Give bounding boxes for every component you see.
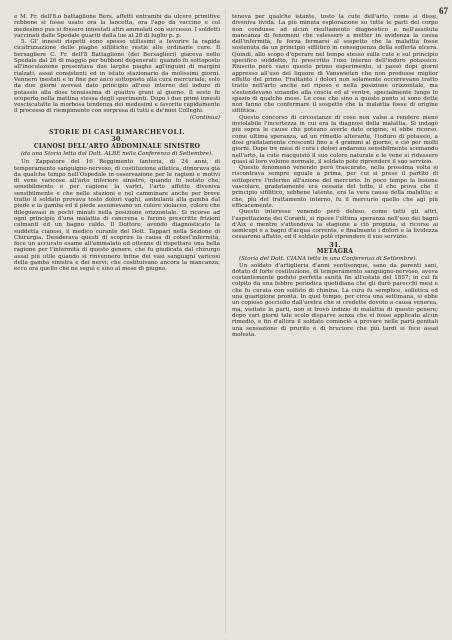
case-source: (da una Storia letta dal Dott. ALBE nella Conferenza di Settembre). (21, 150, 213, 157)
column-divider (225, 10, 226, 634)
left-paragraph: 5. Gl' innesti rispetti sono spesso utilissimi a favorire la rapida cicatrizzazione delle piaghe sifilitiche restie alle ordinarie cure. Il bersagliere C. Fr. dell'8 Battaglione (dei Bersaglieri) giaceva nello Spedale dal 26 di maggio per bubboni degenerati: quando fu sottoposto all'inoculazione presentava due larghe piaghe agl'inguini di margini rialzati, assai consistenti ed in istato stazionario da molissimi giorni. Vennero inestati e in fine per anco sottoposto alla cura mercuriale; solo da due giorni avevasi dato principio all'uso interno del ioduro di potassio alla dose tenuissima di quattro grani al giorno. Il sesto fu scoperto nella mattina stessa degli sperimenti. Dopo i due primi innesti vesciscatatte la morbosa tendenza dei medesimi e favorite rapidamente il processo di riempimento con sorpresa di tutti e de'miei Colleghi. (14, 39, 220, 115)
case-source: (Storia del Dott. CIANA letta in una Conferenza di Settembre). (239, 256, 418, 263)
case-number: 30. (111, 135, 123, 144)
right-paragraph: Questo fenomeno venendo però trascurato, nella prossima volta si riscontrava sempre uguale a prima, per cui si prese il partito di sottoporre l'infermo all'azione del mercurio. In poco tempo la lesione vascolare, gradatamente era cessata del tutto, il che prova che il principio sifilitico, sebbene latente, era la vera causa della malattia; e che, più del trattamento interno, fu il mercurio quello che agì più efficacemente. (232, 165, 438, 209)
page-number: 67 (439, 6, 448, 16)
case-title: CIANOSI DELL'ARTO ADDOMINALE SINISTRO (33, 142, 201, 150)
left-paragraph: Un Zappatore del 16 Reggimento fanteria, di 24 anni, di temperamento sanguigno-nervoso, di costituzione atletica, dimorava già da qualche tempo nell'Ospedale in osservazione per le ragioni e motivi di vene varicose all'arto inferiore sinistro, quando fu notato che, sensibilmente e per cagione la varici, l'arto affetto diveniva sensibilmente e che nelle stazioni e nel camminare anche per breve tratto il soldato provava tosto dolori vaghi, ambulanti alla gamba dal piede e la gamba ed il piede assumevano un colore violaceo, colore che dileguavasi in pochi minuti nella posizione orizzontale. Si ricorse ad ogni principio d'una malattia di cancrena e furono prescritte frizioni calmanti ed un bagno caldo. Il Dottore, avendo diagnosticato la suddetta cianosi, il medico curante del Dott. Tappari nella Sezione di Chirurgia. Desiderava questi di scoprire la causa di cotest'infermità, fece un accurato esame all'ammalato ed ottenne di rispettare una bella ragione per l'infermità di questo genere, che fu giudicata dal chirurgo assai più utile quando si rinvennero infine dei vasi sanguigni varicosi della gamba sinistra e dei nervi; che costituivano ancora la mancanza; ecco ora quello che ne seguì e sino al mese di giugno. (14, 159, 220, 273)
case-title: METAGRA (316, 247, 354, 255)
left-column (14, 14, 220, 634)
case-number: 31. (329, 240, 341, 249)
right-column (232, 14, 438, 634)
continua-note: (Continua) (189, 114, 220, 121)
section-heading: STORIE DI CASI RIMARCHEVOLI. (49, 127, 185, 137)
right-paragraph: Questo interesse venendo però deluso, come tutti gli altri, l'aspettazione dei Curanti, si ripose l'ultima speranza nell'uso dei bagni d'Aix e mentre s'attendeva la stagione a ciò propizia, si ricorse ai semicupi e a bagni d'acqua corrente, e finalmente i dolori e la lividezza cessarono affatto, ed il soldato potè riprendere il suo servizio. (232, 209, 438, 241)
right-paragraph: Questo concorso di circostanze di cose non valse a rendere meno inviolabile l'incertezza in cui era la diagnosi della malattia. Si indagò più sopra le cause che poteano averle dato origine; si ebbe ricorso, come ultima speranza, ad un rimedio alterante, l'ioduro di potassio, a dosi gradatamente crescenti fino a 4 grammi al giorno, e ciò per molti giorni. Dopo tre mesi di cura i dolori andarono sensibilmente scemando nell'arto, la cute riacquistò il suo colore naturale e le vene si ridussero quasi al loro volume normale, il soldato pote riprendere il suo servizio. (232, 114, 438, 165)
right-paragraph: Un soldato d'artiglieria d'anni ventisenque, sano da parenti sani, dotato di forte costituzione, di temperamento sanguigno-nervoso, aveva costantemente goduto perfetta sanità fin all'estate del 1857; in cui fu colpito da una febbre periodica quotidiana che gli durò parecchi mesi e che fu curata con solfato di chinina. La cura fu semplice, solletica ed una guarigione pronta. In quel tempo, per circa una settimana, si ebbe un copioso gocciolio dall'uretra che si credette dovuto a causa venerea, ma, visitate le parti, non si trovò indizio di malattia di questo genere; dopo vari giorni tale scolo disparve senza che vi fosse applicato alcun rimedio, e fin d'allora il soldato cominciò a provare nelle parti genitali una sensazione di prurito e di bruciore che più tardi si fece assai molesta. (232, 262, 438, 338)
right-paragraph: teneva per qualche istante, tosto la cute dell'arto, come si disse, diveniva livida. La più minuta esplorazione su tutte le parti del corpo non condusse ad alcun risultamento diagnostico e nell'assoluta mancanza di fenomeni che valessero a metter in evidenza la causa dell'infermità, fu forza fermarsi al sospetto che la malattia fosse sostenuta da un principio sifilitico in conseguenza della sofferta ulcera. Quindi, allo scopo d'operare nel tempo stesso sulla cute e sul principio specifico suddetto, fu prescritto l'uso interno dell'ioduro potassico. Riuscito però vano questo primo esperimento, si passò dopi giorni appresso all'uso del liquore di Vanswieten che non produsse miglior effetto del primo. Frattanto i dolori non solamente occorrevano tratto tratto nell'arto anche nel riposo e nella posizione orizzontale, ma s'estendevano eziandio alla coscia ed al ventre, specialmente lungo lo spazio di qualche mese. Le cose che sino a questo punto si sono dette non fanno che confermare il sospetto che la malattia fosse di origine sifilitica. (232, 14, 438, 115)
left-paragraph: e M. Fr. dell'8.o battaglione Bers. affetti entrambi da ulcere primitive rebbene si fosse usato ora la lancetta, ora l'ago da vaccino e col medesimo pus si fossero innestati altri ammalati con successo. I soldetti vaccinati dalle Spedale guariti dalla lue al 28 di luglio p. p. (14, 14, 220, 39)
